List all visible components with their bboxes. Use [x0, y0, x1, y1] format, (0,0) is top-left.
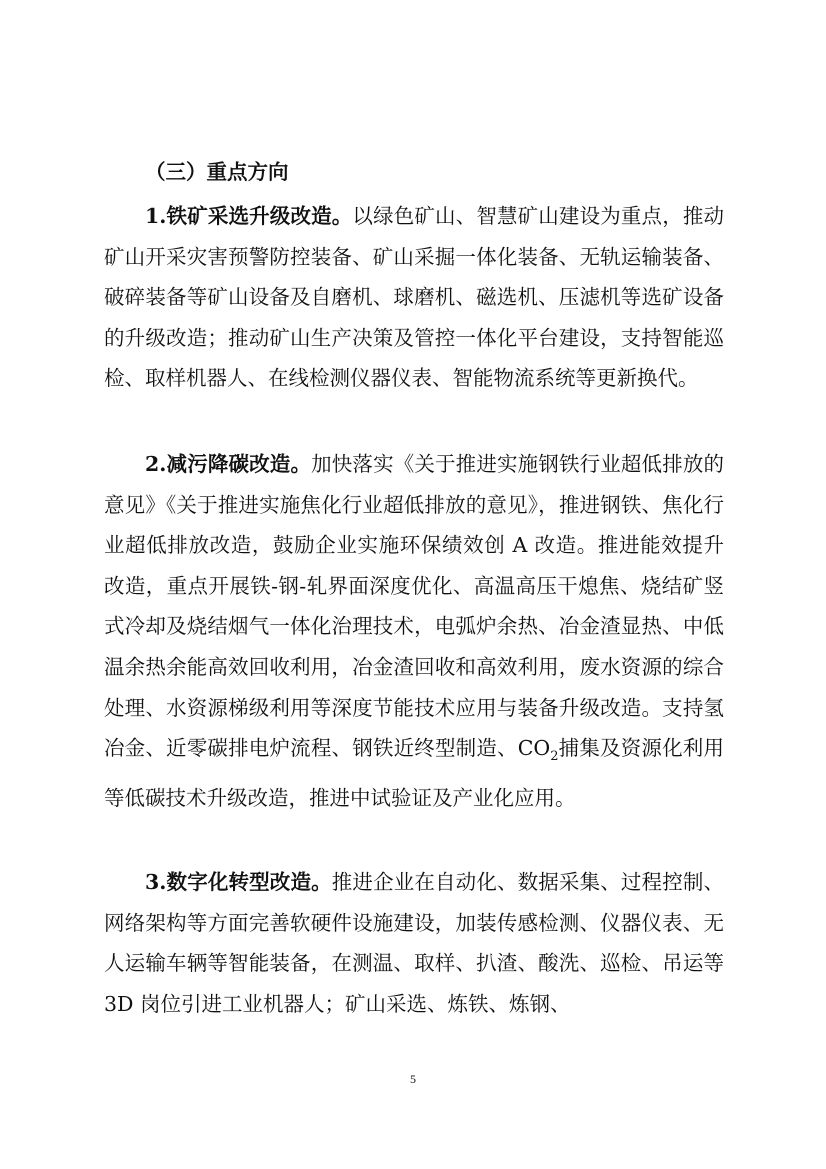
paragraph-body: 以绿色矿山、智慧矿山建设为重点，推动矿山开采灾害预警防控装备、矿山采掘一体化装备、无轨运输装备、破碎装备等矿山设备及自磨机、球磨机、磁选机、压滤机等选矿设备的升级改造；推动矿山生产决策及管控一体化平台建设，支持智能巡检、取样机器人、在线检测仪器仪表、智能物流系统等更新换代。 — [104, 204, 724, 391]
subscript-two: 2 — [550, 749, 559, 765]
paragraph-digital-transformation — [104, 862, 724, 1024]
page-number: 5 — [410, 1072, 416, 1086]
paragraph-lead: 3.数字化转型改造。 — [145, 870, 332, 894]
paragraph-iron-ore-mining — [104, 196, 724, 399]
section-heading-text: （三）重点方向 — [145, 160, 289, 184]
paragraph-lead: 2.减污降碳改造。 — [145, 452, 312, 476]
paragraph-body: 推进企业在自动化、数据采集、过程控制、网络架构等方面完善软硬件设施建设，加装传感检测、仪器仪表、无人运输车辆等智能装备，在测温、取样、扒渣、酸洗、巡检、吊运等 3D 岗位引进工业机器人；矿山采选、炼铁、炼钢、 — [104, 870, 724, 1016]
paragraph-body-continued: 捕集及资源化利用等低碳技术升级改造，推进中试验证及产业化应用。 — [104, 736, 724, 810]
paragraph-pollution-carbon-reduction — [104, 444, 724, 818]
paragraph-lead: 1.铁矿采选升级改造。 — [145, 204, 353, 228]
paragraph-body: 加快落实《关于推进实施钢铁行业超低排放的意见》《关于推进实施焦化行业超低排放的意见》，推进钢铁、焦化行业超低排放改造，鼓励企业实施环保绩效创 A 改造。推进能效提升改造，重点开展铁-钢-轧界面深度优化、高温高压干熄焦、烧结矿竖式冷却及烧结烟气一体化治理技术，电弧炉余热、冶金渣显热、中低温余热余能高效回收利用，冶金渣回收和高效利用，废水资源的综合处理、水资源梯级利用等深度节能技术应用与装备升级改造。支持氢冶金、近零碳排电炉流程、钢铁近终型制造、CO — [104, 452, 725, 761]
section-heading — [104, 152, 724, 192]
